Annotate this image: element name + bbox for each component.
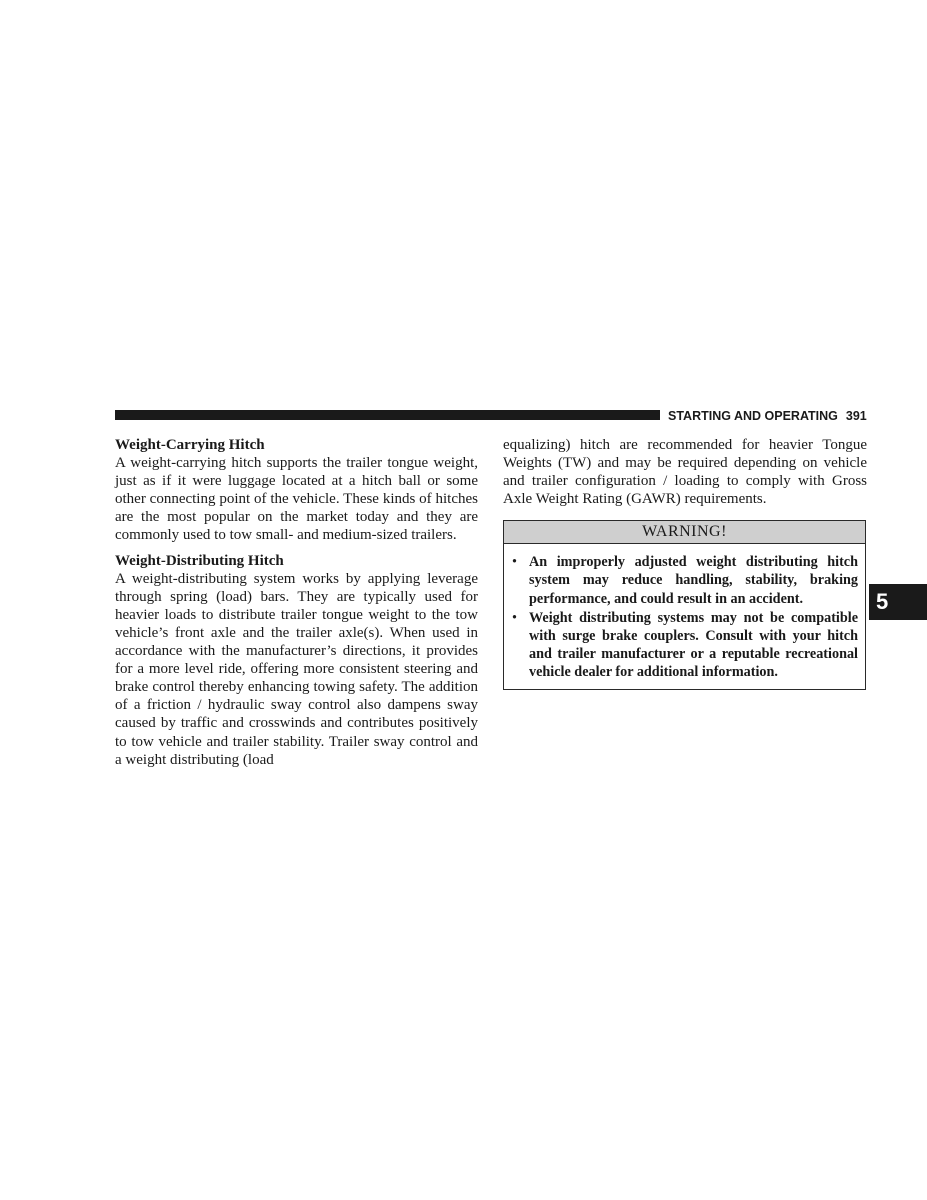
warning-title: WARNING!: [504, 521, 865, 544]
weight-distributing-paragraph: A weight-distributing system works by applying leverage through spring (load) bars. They are typically used for heavier loads to distribute trailer tongue weight to the tow vehicle’s front axle and the trailer axle(s). When used in accordance with the manufacturer’s directions, it provides for a more level ride, offering more consistent steering and brake control thereby enhancing towing safety. The addition of a friction / hydraulic sway control also dampens sway caused by traffic and crosswinds and contributes positively to tow vehicle and trailer stability. Trailer sway control and a weight distributing (load: [115, 570, 478, 768]
running-header: [668, 407, 868, 425]
bullet-icon: •: [512, 609, 517, 626]
section-title: STARTING AND OPERATING: [668, 409, 838, 423]
weight-carrying-paragraph: A weight-carrying hitch supports the trailer tongue weight, just as if it were luggage located at a hitch ball or some other connecting point of the vehicle. These kinds of hitches are the most popular on the market today and they are commonly used to tow small- and medium-sized trailers.: [115, 455, 478, 544]
bullet-icon: •: [512, 554, 517, 571]
right-column: [503, 436, 867, 690]
warning-item: [512, 609, 858, 681]
warning-list: [504, 544, 865, 689]
header-rule: [115, 410, 660, 420]
warning-item-text: An improperly adjusted weight distributing hitch system may reduce handling, stability, braking performance, and could result in an accident.: [529, 554, 858, 607]
weight-distributing-heading: Weight-Distributing Hitch: [115, 552, 284, 569]
weight-carrying-heading: Weight-Carrying Hitch: [115, 437, 265, 453]
page-number: 391: [845, 409, 867, 423]
warning-box: [503, 520, 866, 690]
left-column: [115, 436, 478, 769]
warning-item: [512, 553, 858, 607]
chapter-tab: 5: [869, 584, 927, 620]
continued-paragraph: equalizing) hitch are recommended for heavier Tongue Weights (TW) and may be required depending on vehicle and trailer configuration / loading to comply with Gross Axle Weight Rating (GAWR) requirements.: [503, 437, 867, 508]
warning-item-text: Weight distributing systems may not be compatible with surge brake couplers. Consult with your hitch and trailer manufacturer or a reputable recreational vehicle dealer for additional information.: [529, 609, 858, 680]
